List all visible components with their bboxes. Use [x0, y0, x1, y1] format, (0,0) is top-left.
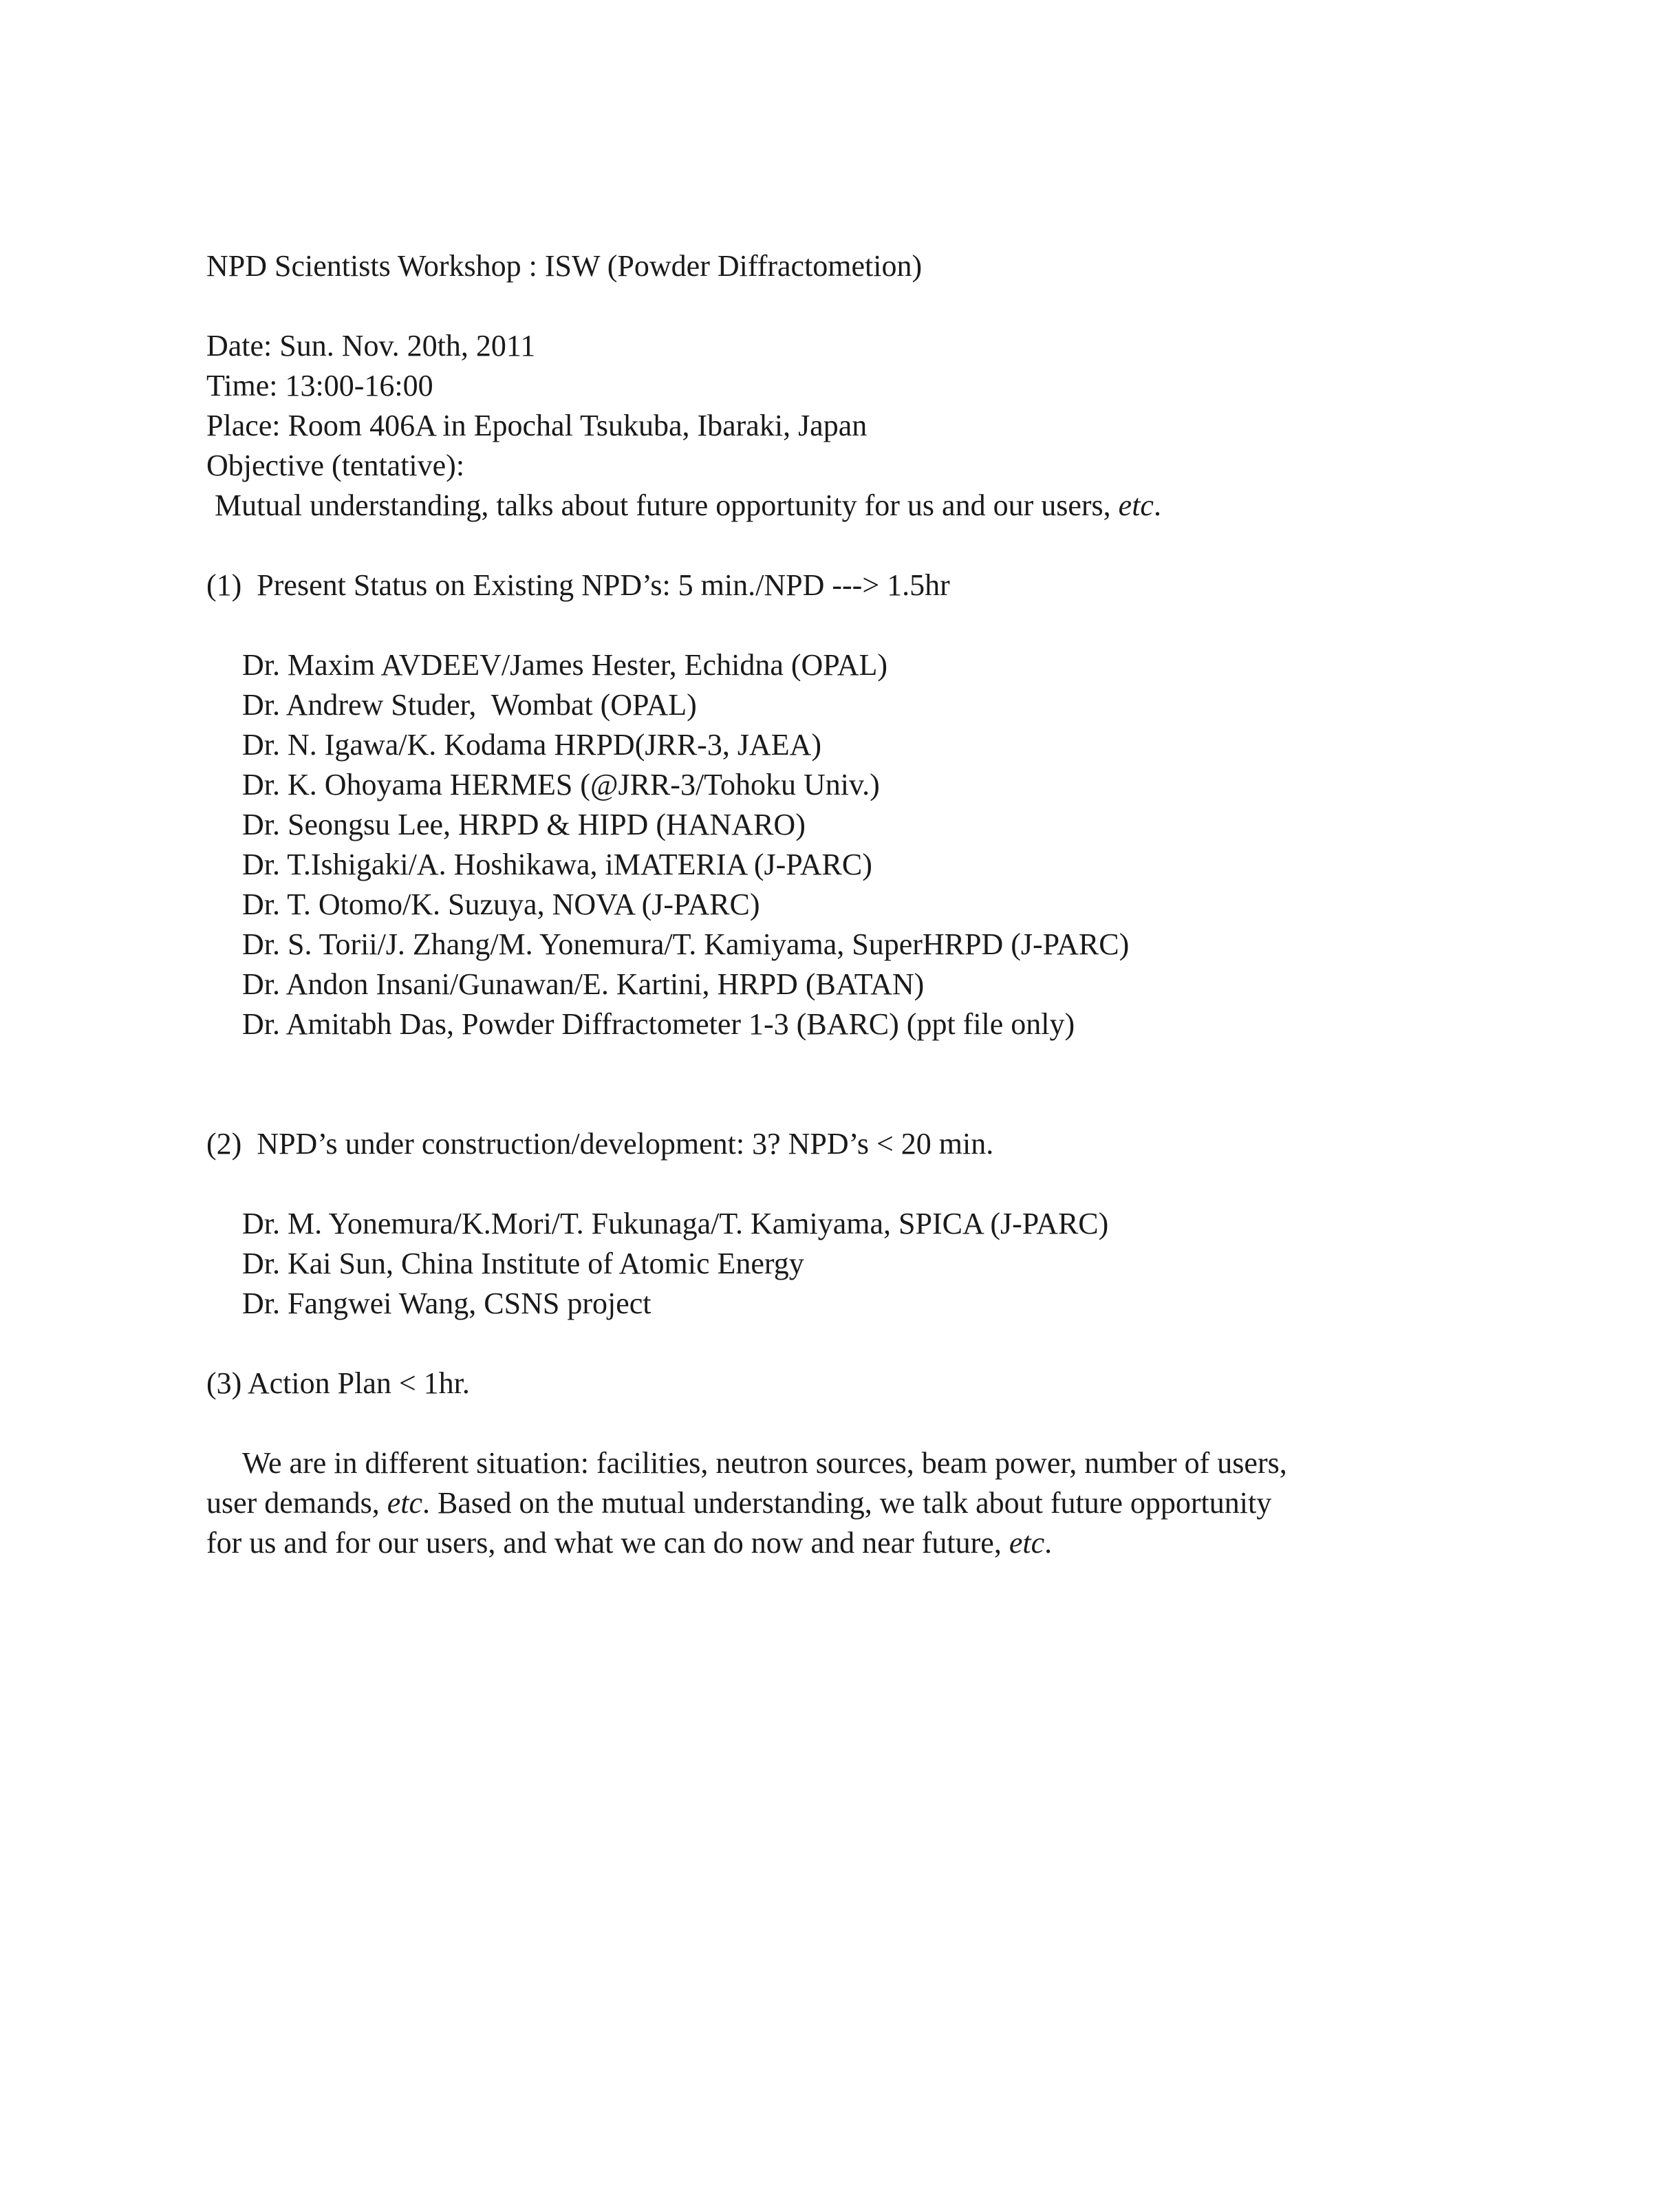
section-1-list	[206, 645, 1514, 1044]
spacer	[206, 605, 1514, 645]
closing-text: for us and for our users, and what we can do now and near future,	[206, 1526, 1009, 1560]
list-item: Dr. Maxim AVDEEV/James Hester, Echidna (OPAL)	[242, 648, 888, 682]
section-3-heading: (3) Action Plan < 1hr.	[206, 1366, 470, 1400]
meta-time: Time: 13:00-16:00	[206, 369, 433, 402]
closing-etc: etc	[1009, 1526, 1045, 1560]
spacer	[206, 1044, 1514, 1124]
list-item: Dr. M. Yonemura/K.Mori/T. Fukunaga/T. Kamiyama, SPICA (J-PARC)	[242, 1207, 1109, 1240]
spacer	[206, 1403, 1514, 1443]
closing-line-2	[206, 1483, 1514, 1523]
meta-objective-label: Objective (tentative):	[206, 449, 465, 482]
closing-text: . Based on the mutual understanding, we talk about future opportunity	[422, 1486, 1272, 1520]
closing-etc: etc	[387, 1486, 423, 1520]
spacer	[206, 1164, 1514, 1204]
list-item: Dr. T.Ishigaki/A. Hoshikawa, iMATERIA (J-PARC)	[242, 848, 872, 881]
list-item: Dr. Seongsu Lee, HRPD & HIPD (HANARO)	[242, 808, 806, 841]
objective-etc: etc	[1118, 488, 1154, 522]
list-item: Dr. Andon Insani/Gunawan/E. Kartini, HRPD (BATAN)	[242, 967, 925, 1001]
meta-place: Place: Room 406A in Epochal Tsukuba, Ibaraki, Japan	[206, 409, 868, 442]
meta-date: Date: Sun. Nov. 20th, 2011	[206, 329, 536, 363]
list-item: Dr. Kai Sun, China Institute of Atomic Energy	[242, 1247, 804, 1280]
closing-paragraph	[206, 1443, 1514, 1563]
list-item: Dr. T. Otomo/K. Suzuya, NOVA (J-PARC)	[242, 887, 760, 921]
closing-text: .	[1044, 1526, 1053, 1560]
list-item: Dr. Andrew Studer, Wombat (OPAL)	[242, 688, 697, 722]
list-item: Dr. N. Igawa/K. Kodama HRPD(JRR-3, JAEA)	[242, 728, 822, 762]
document-title: NPD Scientists Workshop : ISW (Powder Diffractometion)	[206, 249, 923, 283]
spacer	[206, 1324, 1514, 1364]
list-item: Dr. S. Torii/J. Zhang/M. Yonemura/T. Kamiyama, SuperHRPD (J-PARC)	[242, 927, 1130, 961]
section-2-list	[206, 1204, 1514, 1324]
section-2-heading: (2) NPD’s under construction/development: 3? NPD’s < 20 min.	[206, 1127, 994, 1161]
closing-line-1: We are in different situation: facilities, neutron sources, beam power, number of users,	[242, 1446, 1287, 1480]
section-1-heading: (1) Present Status on Existing NPD’s: 5 min./NPD ---> 1.5hr	[206, 568, 950, 602]
list-item: Dr. Fangwei Wang, CSNS project	[242, 1287, 651, 1320]
spacer	[206, 526, 1514, 566]
list-item: Dr. K. Ohoyama HERMES (@JRR-3/Tohoku Univ.)	[242, 768, 880, 801]
meta-objective-text	[206, 486, 1514, 526]
list-item: Dr. Amitabh Das, Powder Diffractometer 1-3 (BARC) (ppt file only)	[242, 1007, 1075, 1041]
objective-end: .	[1153, 488, 1161, 522]
closing-text: user demands,	[206, 1486, 387, 1520]
closing-line-3	[206, 1523, 1514, 1563]
spacer	[206, 286, 1514, 326]
document-body	[206, 246, 1514, 1563]
objective-text: Mutual understanding, talks about future opportunity for us and our users,	[215, 488, 1119, 522]
